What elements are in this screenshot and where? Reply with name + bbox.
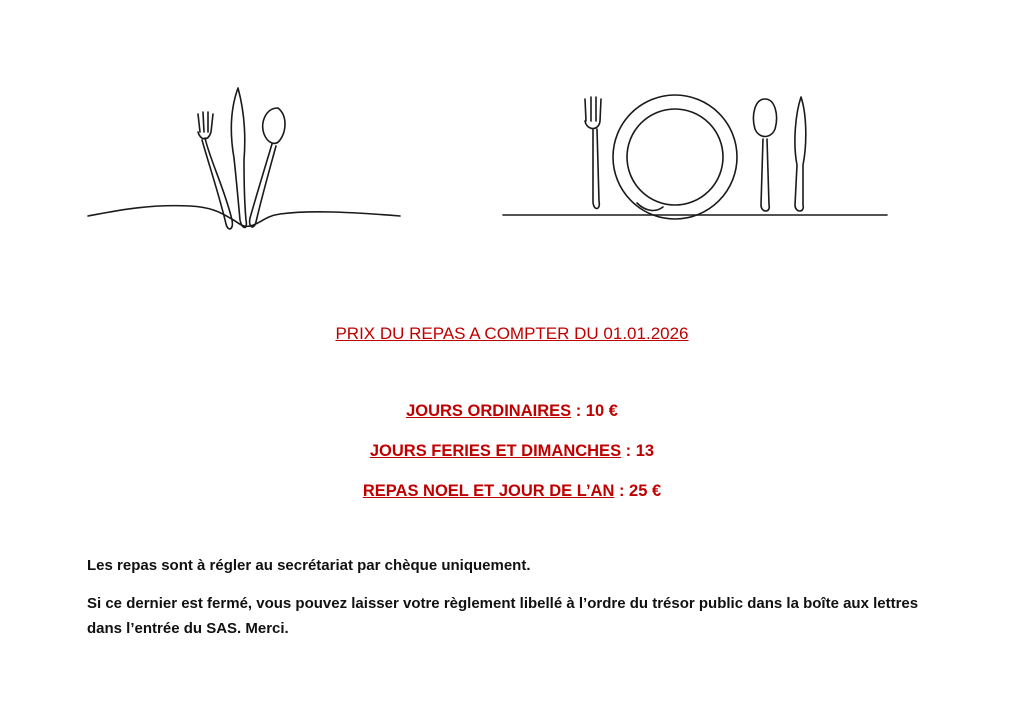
price-label: JOURS ORDINAIRES	[406, 402, 572, 420]
plate-setting-line-art-icon	[495, 85, 895, 240]
price-line-christmas-new-year	[0, 482, 1024, 501]
price-value: : 25 €	[614, 482, 662, 500]
price-value: : 13	[621, 442, 655, 460]
cutlery-line-art-icon	[80, 80, 410, 240]
price-value: : 10 €	[571, 402, 618, 420]
price-label: JOURS FERIES ET DIMANCHES	[369, 442, 622, 460]
price-label: REPAS NOEL ET JOUR DE L’AN	[362, 482, 615, 500]
plate-setting-illustration	[495, 85, 895, 240]
closed-office-instruction: Si ce dernier est fermé, vous pouvez laisser votre règlement libellé à l’ordre du trésor public dans la boîte aux lettres dans l’entrée du SAS. Merci.	[87, 595, 919, 637]
price-line-ordinary-days	[0, 402, 1024, 421]
cutlery-illustration	[80, 80, 410, 240]
notice-title: PRIX DU REPAS A COMPTER DU 01.01.2026	[335, 324, 689, 343]
payment-instruction: Les repas sont à régler au secrétariat par chèque uniquement.	[87, 557, 531, 574]
price-line-holidays-sundays	[0, 442, 1024, 461]
